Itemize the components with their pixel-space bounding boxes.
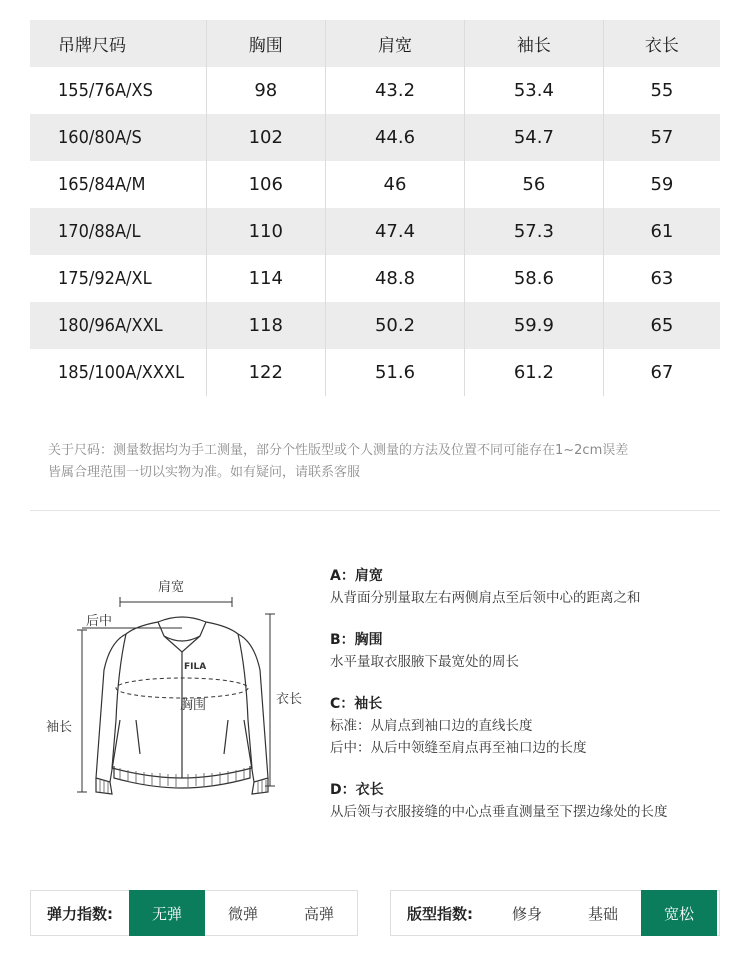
cell-sleeve: 56 xyxy=(464,161,603,208)
cell-chest: 102 xyxy=(206,114,326,161)
table-row xyxy=(30,302,720,349)
cell-size: 170/88A/L xyxy=(58,221,141,242)
cell-sleeve: 58.6 xyxy=(464,255,603,302)
measure-title: B：胸围 xyxy=(330,632,383,648)
measure-desc: 从背面分别量取左右两侧肩点至后领中心的距离之和 xyxy=(330,590,641,606)
cell-chest: 122 xyxy=(206,349,326,396)
measure-item-length xyxy=(330,779,730,823)
cell-shoulder: 44.6 xyxy=(326,114,465,161)
cell-chest: 110 xyxy=(206,208,326,255)
header-size: 吊牌尺码 xyxy=(58,36,126,56)
table-header-row xyxy=(30,20,720,67)
cell-size: 175/92A/XL xyxy=(58,268,152,289)
back-center-label: 后中 xyxy=(86,614,113,629)
measure-item-shoulder xyxy=(330,565,730,609)
header-shoulder: 肩宽 xyxy=(326,20,465,67)
fit-label: 版型指数: xyxy=(407,904,473,923)
header-chest: 胸围 xyxy=(206,20,326,67)
fila-logo: FILA xyxy=(184,662,207,672)
cell-chest: 98 xyxy=(206,67,326,114)
jacket-diagram xyxy=(40,570,330,820)
elasticity-option-slight[interactable]: 微弹 xyxy=(227,904,258,923)
cell-size: 165/84A/M xyxy=(58,174,146,195)
cell-chest: 106 xyxy=(206,161,326,208)
size-note-line1: 关于尺码：测量数据均为手工测量，部分个性版型或个人测量的方法及位置不同可能存在1~2cm误差 xyxy=(48,443,629,458)
cell-sleeve: 53.4 xyxy=(464,67,603,114)
measurement-guide xyxy=(330,565,730,843)
cell-sleeve: 61.2 xyxy=(464,349,603,396)
cell-shoulder: 50.2 xyxy=(326,302,465,349)
measure-desc: 水平量取衣服腋下最宽处的周长 xyxy=(330,654,519,670)
elasticity-index xyxy=(30,890,358,936)
shoulder-label: 肩宽 xyxy=(158,580,185,595)
table-row xyxy=(30,208,720,255)
cell-size: 185/100A/XXXL xyxy=(58,362,185,383)
table-row xyxy=(30,114,720,161)
cell-length: 61 xyxy=(603,208,720,255)
size-note-line2: 皆属合理范围一切以实物为准。如有疑问，请联系客服 xyxy=(48,465,361,480)
fit-option-loose[interactable]: 宽松 xyxy=(641,890,717,936)
size-note xyxy=(48,440,728,484)
table-row xyxy=(30,67,720,114)
cell-length: 63 xyxy=(603,255,720,302)
measure-title: D：衣长 xyxy=(330,782,384,798)
cell-sleeve: 57.3 xyxy=(464,208,603,255)
chest-label: 胸围 xyxy=(180,698,207,713)
measure-item-sleeve xyxy=(330,693,730,759)
cell-shoulder: 48.8 xyxy=(326,255,465,302)
elasticity-option-none[interactable]: 无弹 xyxy=(129,890,205,936)
section-divider xyxy=(30,510,720,511)
fit-option-regular[interactable]: 基础 xyxy=(587,904,618,923)
measure-desc: 后中：从后中领缝至肩点再至袖口边的长度 xyxy=(330,740,587,756)
fit-option-slim[interactable]: 修身 xyxy=(511,904,542,923)
cell-length: 67 xyxy=(603,349,720,396)
measure-title: A：肩宽 xyxy=(330,568,383,584)
header-length: 衣长 xyxy=(603,20,720,67)
cell-size: 155/76A/XS xyxy=(58,80,153,101)
cell-chest: 118 xyxy=(206,302,326,349)
table-row xyxy=(30,161,720,208)
cell-size: 180/96A/XXL xyxy=(58,315,163,336)
cell-sleeve: 54.7 xyxy=(464,114,603,161)
cell-length: 55 xyxy=(603,67,720,114)
measure-desc: 从后领与衣服接缝的中心点垂直测量至下摆边缘处的长度 xyxy=(330,804,668,820)
measure-desc: 标准：从肩点到袖口边的直线长度 xyxy=(330,718,533,734)
elasticity-label: 弹力指数: xyxy=(47,904,113,923)
cell-shoulder: 43.2 xyxy=(326,67,465,114)
cell-length: 65 xyxy=(603,302,720,349)
cell-length: 57 xyxy=(603,114,720,161)
table-row xyxy=(30,255,720,302)
cell-length: 59 xyxy=(603,161,720,208)
cell-shoulder: 51.6 xyxy=(326,349,465,396)
cell-shoulder: 46 xyxy=(326,161,465,208)
cell-chest: 114 xyxy=(206,255,326,302)
cell-sleeve: 59.9 xyxy=(464,302,603,349)
elasticity-option-high[interactable]: 高弹 xyxy=(303,904,334,923)
cell-shoulder: 47.4 xyxy=(326,208,465,255)
header-sleeve: 袖长 xyxy=(464,20,603,67)
sleeve-label: 袖长 xyxy=(46,720,73,735)
table-row xyxy=(30,349,720,396)
fit-index xyxy=(390,890,720,936)
cell-size: 160/80A/S xyxy=(58,127,142,148)
measure-title: C：袖长 xyxy=(330,696,383,712)
measure-item-chest xyxy=(330,629,730,673)
size-table xyxy=(30,20,720,396)
length-label: 衣长 xyxy=(276,692,303,707)
